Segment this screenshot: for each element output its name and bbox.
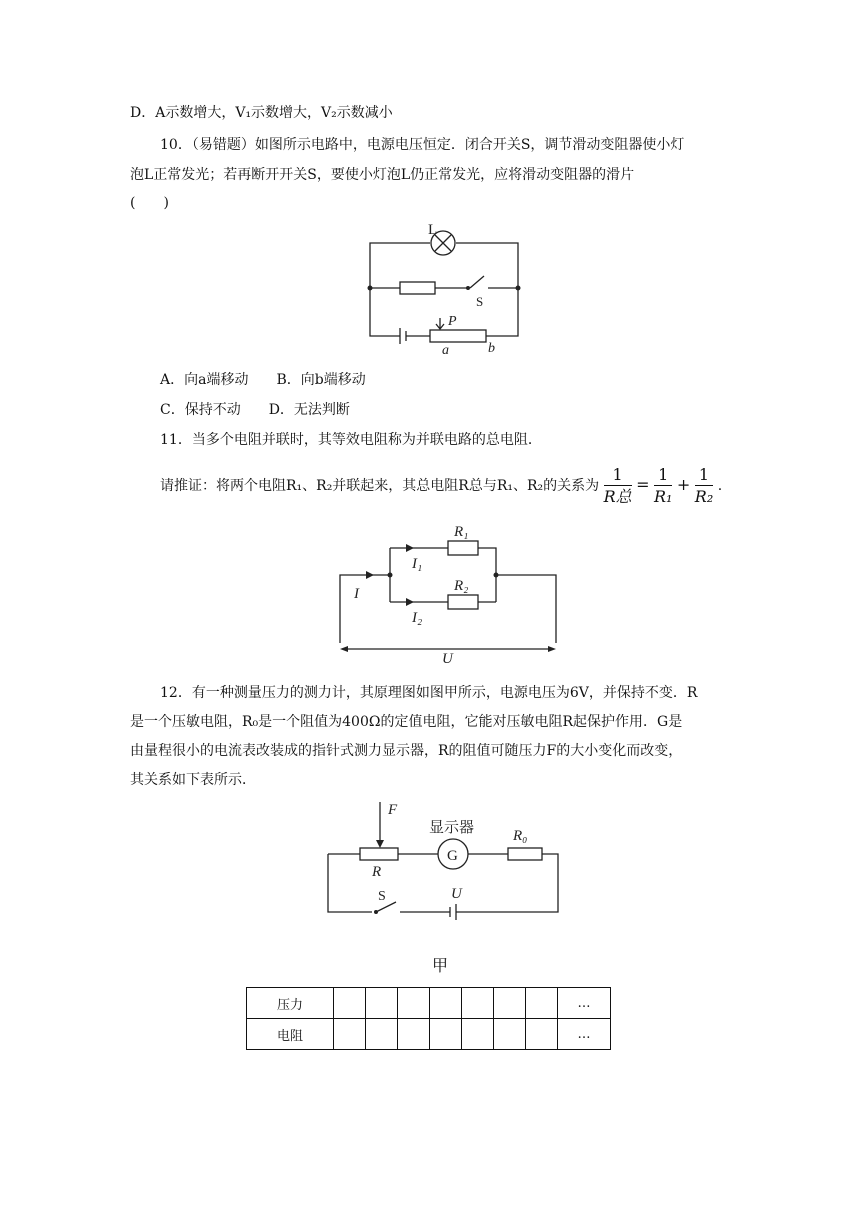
display-label: 显示器: [429, 820, 475, 836]
lamp-label: L: [428, 222, 438, 238]
pressure-resistance-table: [246, 987, 611, 1050]
switch-label: S: [476, 294, 484, 309]
table-row: [247, 1019, 611, 1050]
figure-caption: 甲: [432, 956, 449, 975]
slider-label: P: [448, 314, 457, 329]
ellipsis-cell: …: [558, 988, 611, 1019]
r-label: R: [372, 864, 382, 880]
switch-label: S: [378, 889, 386, 904]
r2-label: R₂: [454, 578, 469, 594]
q9-option-d: D．A示数增大，V₁示数增大，V₂示数减小: [130, 105, 393, 121]
q12-text-line3: 由量程很小的电流表改装成的指针式测力显示器，R的阻值可随压力F的大小变化而改变，: [130, 743, 683, 759]
q10-circuit-diagram: [360, 218, 530, 358]
end-b-label: b: [488, 341, 495, 356]
q12-force-meter-circuit-diagram: [320, 796, 570, 921]
row-header-pressure: 压力: [247, 988, 334, 1019]
r1-label: R₁: [454, 524, 469, 540]
force-label: F: [388, 802, 398, 818]
i-label: I: [354, 586, 359, 602]
i2-label: I₂: [412, 610, 423, 626]
q10-options-row2: C．保持不动 D．无法判断: [160, 402, 350, 418]
q10-answer-bracket: ( ): [130, 195, 169, 211]
i1-label: I₁: [412, 556, 423, 572]
q12-text-line1: 12．有一种测量压力的测力计，其原理图如图甲所示，电源电压为6V，并保持不变．R: [160, 685, 698, 701]
q11-text-line1: 11．当多个电阻并联时，其等效电阻称为并联电路的总电阻．: [160, 432, 542, 448]
source-voltage-label: U: [451, 886, 462, 902]
q10-text-line1: 10．（易错题）如图所示电路中，电源电压恒定．闭合开关S，调节滑动变阻器使小灯: [160, 137, 685, 153]
q12-text-line4: 其关系如下表所示．: [130, 772, 256, 788]
q11-parallel-circuit-diagram: [330, 518, 570, 668]
q10-text-line2: 泡L正常发光；若再断开开关S，要使小灯泡L仍正常发光，应将滑动变阻器的滑片: [130, 167, 635, 183]
ellipsis-cell: …: [558, 1019, 611, 1050]
q11-prefix: 请推证：将两个电阻R₁、R₂并联起来，其总电阻R总与R₁、R₂的关系为: [160, 478, 600, 494]
table-row: [247, 988, 611, 1019]
q11-text-line2: 请推证：将两个电阻R₁、R₂并联起来，其总电阻R总与R₁、R₂的关系为 $\frac{1}{\text{R总}}$ = $\frac{1}{\text{R₁}}$ + $\frac{1}{\text{R₂}}$ .: [160, 464, 723, 506]
q12-text-line2: 是一个压敏电阻，R₀是一个阻值为400Ω的定值电阻，它能对压敏电阻R起保护作用．G是: [130, 714, 683, 730]
u-label: U: [442, 651, 453, 667]
q10-options-row1: A．向a端移动 B．向b端移动: [160, 372, 366, 388]
r0-label: R₀: [513, 828, 528, 844]
row-header-resistance: 电阻: [247, 1019, 334, 1050]
formula-term-r1: $\frac{1}{\text{R₁}}$: [653, 464, 673, 506]
formula-lhs: $\frac{1}{\text{R总}}$: [603, 464, 632, 506]
galvanometer-label: G: [447, 848, 458, 864]
end-a-label: a: [442, 343, 449, 358]
formula-term-r2: $\frac{1}{\text{R₂}}$: [694, 464, 714, 506]
